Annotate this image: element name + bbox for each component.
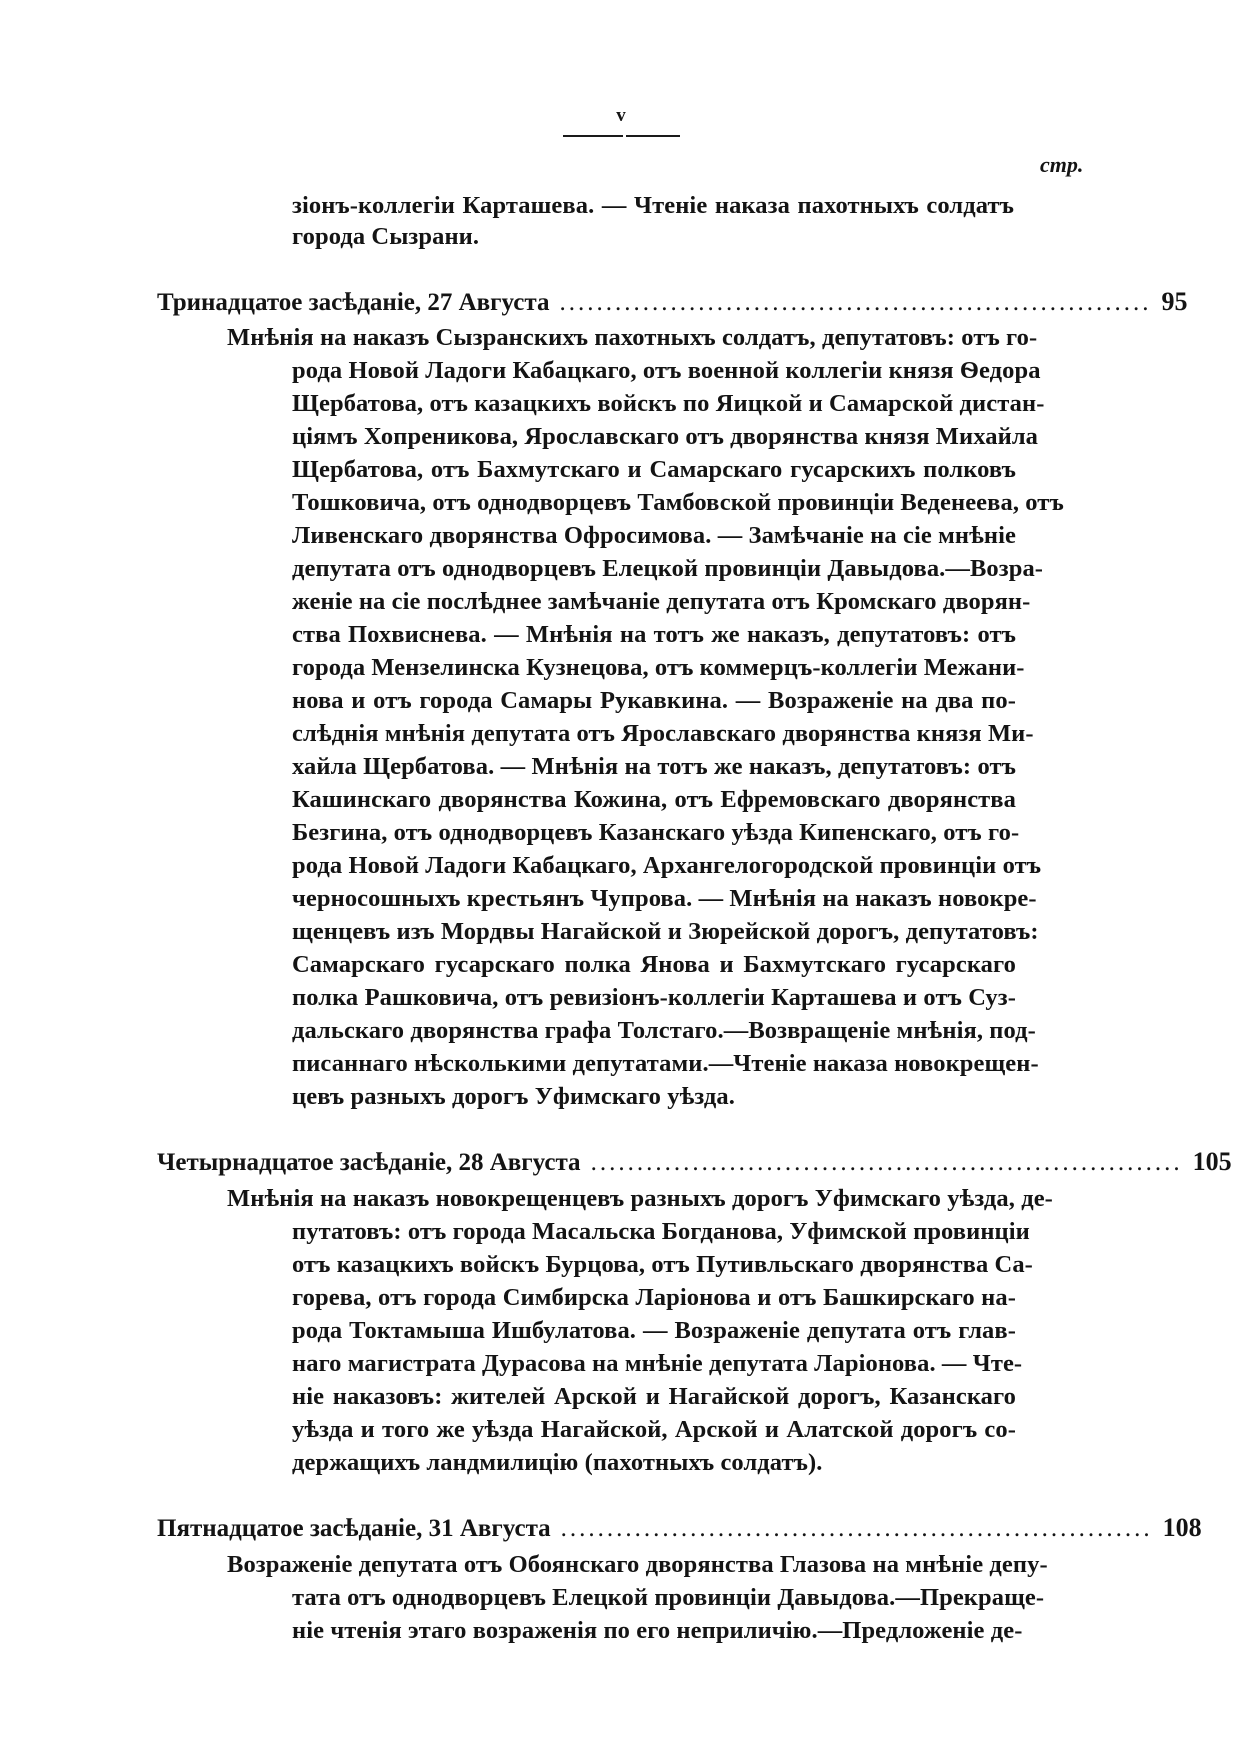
text-line: города Сызрани. <box>292 223 480 250</box>
text-line: ніе наказовъ: жителей Арской и Нагайской дорогъ, Казанскаго <box>292 1383 1016 1410</box>
text-line: горева, отъ города Симбирска Ларіонова и отъ Башкирскаго на- <box>292 1284 1016 1311</box>
dot-leader: ................................................................ <box>559 289 1152 316</box>
text-line: Кашинскаго дворянства Кожина, отъ Ефремовскаго дворянства <box>292 786 1016 813</box>
text-line: держащихъ ландмилицію (пахотныхъ солдатъ). <box>292 1449 823 1476</box>
text-line: рода Новой Ладоги Кабацкаго, отъ военной коллегіи князя Ѳедора <box>292 357 1041 384</box>
page-column-label: стр. <box>1040 152 1084 177</box>
text-line: Тошковича, отъ однодворцевъ Тамбовской провинціи Веденеева, отъ <box>292 489 1064 516</box>
text-line: зіонъ-коллегіи Карташева. — Чтеніе наказа пахотныхъ солдатъ <box>292 192 1014 219</box>
toc-entry-title: Четырнадцатое засѣданіе, 28 Августа <box>157 1149 581 1176</box>
text-line: уѣзда и того же уѣзда Нагайской, Арской и Алатской дорогъ со- <box>292 1416 1016 1443</box>
text-line: цевъ разныхъ дорогъ Уфимскаго уѣзда. <box>292 1083 735 1110</box>
toc-entry-heading <box>157 1513 1202 1543</box>
dot-leader: ................................................................ <box>560 1515 1153 1542</box>
text-line: Безгина, отъ однодворцевъ Казанскаго уѣзда Кипенскаго, отъ го- <box>292 819 1020 846</box>
text-line: хайла Щербатова. — Мнѣнія на тотъ же наказъ, депутатовъ: отъ <box>292 753 1016 780</box>
text-line: путатовъ: отъ города Масальска Богданова, Уфимской провинціи <box>292 1218 1030 1245</box>
dot-leader: ................................................................ <box>590 1149 1183 1176</box>
text-line: женіе на сіе послѣднее замѣчаніе депутата отъ Кромскаго дворян- <box>292 588 1031 615</box>
text-line: ніе чтенія этаго возраженія по его неприличію.—Предложеніе де- <box>292 1617 1023 1644</box>
text-line: города Мензелинска Кузнецова, отъ коммерцъ-коллегіи Межани- <box>292 654 1025 681</box>
toc-entry-page: 105 <box>1192 1147 1232 1176</box>
text-line: Ливенскаго дворянства Офросимова. — Замѣчаніе на сіе мнѣніе <box>292 522 1016 549</box>
page-number: v <box>616 105 626 126</box>
text-line: отъ казацкихъ войскъ Бурцова, отъ Путивльскаго дворянства Са- <box>292 1251 1033 1278</box>
text-line: черносошныхъ крестьянъ Чупрова. — Мнѣнія на наказъ новокре- <box>292 885 1037 912</box>
text-line: тата отъ однодворцевъ Елецкой провинціи Давыдова.—Прекраще- <box>292 1584 1045 1611</box>
text-line: рода Токтамыша Ишбулатова. — Возраженіе депутата отъ глав- <box>292 1317 1016 1344</box>
text-line: Щербатова, отъ казацкихъ войскъ по Яицкой и Самарской дистан- <box>292 390 1045 417</box>
text-line: рода Новой Ладоги Кабацкаго, Архангелогородской провинціи отъ <box>292 852 1042 879</box>
toc-entry-page: 95 <box>1161 287 1188 316</box>
text-line: писаннаго нѣсколькими депутатами.—Чтеніе наказа новокрещен- <box>292 1050 1039 1077</box>
text-line: Мнѣнія на наказъ новокрещенцевъ разныхъ дорогъ Уфимскаго уѣзда, де- <box>227 1185 1053 1212</box>
toc-entry-heading <box>157 1147 1232 1177</box>
toc-entry-title: Тринадцатое засѣданіе, 27 Августа <box>157 289 550 316</box>
page-number-rule-left <box>563 135 623 137</box>
text-line: нова и отъ города Самары Рукавкина. — Возраженіе на два по- <box>292 687 1016 714</box>
text-line: Возраженіе депутата отъ Обоянскаго дворянства Глазова на мнѣніе депу- <box>227 1551 1048 1578</box>
text-line: Щербатова, отъ Бахмутскаго и Самарскаго гусарскихъ полковъ <box>292 456 1016 483</box>
toc-entry-heading <box>157 287 1188 317</box>
toc-entry-page: 108 <box>1162 1513 1202 1542</box>
text-line: Мнѣнія на наказъ Сызранскихъ пахотныхъ солдатъ, депутатовъ: отъ го- <box>227 324 1038 351</box>
text-line: ціямъ Хопреникова, Ярославскаго отъ дворянства князя Михайла <box>292 423 1039 450</box>
text-line: наго магистрата Дурасова на мнѣніе депутата Ларіонова. — Чте- <box>292 1350 1023 1377</box>
text-line: Самарскаго гусарскаго полка Янова и Бахмутскаго гусарскаго <box>292 951 1016 978</box>
toc-entry-title: Пятнадцатое засѣданіе, 31 Августа <box>157 1515 551 1542</box>
text-line: щенцевъ изъ Мордвы Нагайской и Зюрейской дорогъ, депутатовъ: <box>292 918 1039 945</box>
text-line: депутата отъ однодворцевъ Елецкой провинціи Давыдова.—Возра- <box>292 555 1044 582</box>
page-number-rule-right <box>626 135 680 137</box>
text-line: слѣднія мнѣнія депутата отъ Ярославскаго дворянства князя Ми- <box>292 720 1034 747</box>
text-line: ства Похвиснева. — Мнѣнія на тотъ же наказъ, депутатовъ: отъ <box>292 621 1016 648</box>
text-line: дальскаго дворянства графа Толстаго.—Возвращеніе мнѣнія, под- <box>292 1017 1036 1044</box>
text-line: полка Рашковича, отъ ревизіонъ-коллегіи Карташева и отъ Суз- <box>292 984 1016 1011</box>
